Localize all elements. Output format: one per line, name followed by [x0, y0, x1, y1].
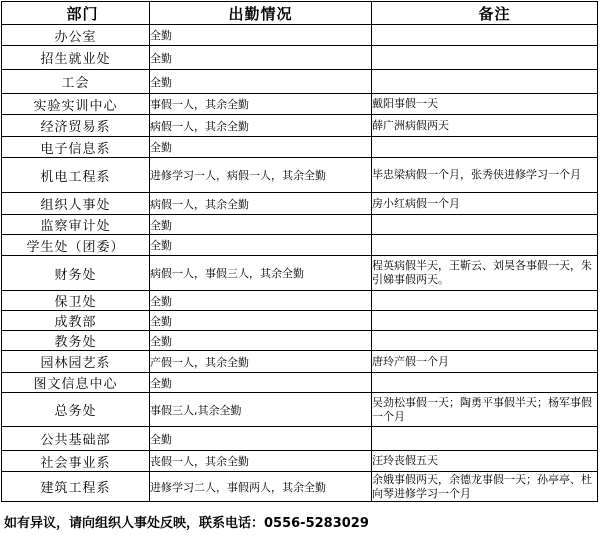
table-row [2, 193, 598, 215]
note-cell: 毕忠梁病假一个月，张秀侠进修学习一个月 [372, 158, 598, 193]
header-row [2, 2, 598, 25]
status-cell: 事假三人,其余全勤 [150, 393, 372, 427]
note-cell [372, 331, 598, 351]
table-row [2, 373, 598, 393]
note-cell: 吴劲松事假一天；陶勇平事假半天；杨军事假一个月 [372, 393, 598, 427]
table-row [2, 137, 598, 158]
status-cell: 全勤 [150, 25, 372, 46]
dept-cell: 公共基础部 [2, 427, 150, 451]
status-cell: 全勤 [150, 311, 372, 331]
status-cell: 丧假一人，其余全勤 [150, 451, 372, 472]
footer-contact-note: 如有异议，请向组织人事处反映，联系电话：0556-5283029 [4, 516, 369, 531]
note-cell [372, 25, 598, 46]
dept-cell: 财务处 [2, 256, 150, 291]
dept-cell: 机电工程系 [2, 158, 150, 193]
table-row [2, 451, 598, 472]
dept-cell: 实验实训中心 [2, 94, 150, 115]
attendance-table [1, 1, 598, 502]
note-cell [372, 311, 598, 331]
note-cell: 汪玲丧假五天 [372, 451, 598, 472]
status-cell: 全勤 [150, 373, 372, 393]
dept-cell: 建筑工程系 [2, 472, 150, 502]
dept-cell: 办公室 [2, 25, 150, 46]
table-row [2, 215, 598, 235]
status-cell: 全勤 [150, 215, 372, 235]
table-row [2, 256, 598, 291]
dept-cell: 成教部 [2, 311, 150, 331]
status-cell: 全勤 [150, 235, 372, 256]
dept-cell: 总务处 [2, 393, 150, 427]
note-cell: 余娥事假两天，余德龙事假一天；孙亭亭、杜向琴进修学习一个月 [372, 472, 598, 502]
table-row [2, 158, 598, 193]
note-cell: 戴阳事假一天 [372, 94, 598, 115]
dept-cell: 保卫处 [2, 291, 150, 311]
status-cell: 全勤 [150, 291, 372, 311]
table-row [2, 291, 598, 311]
note-column-header: 备注 [372, 2, 598, 25]
table-row [2, 351, 598, 373]
dept-cell: 学生处（团委） [2, 235, 150, 256]
dept-cell: 教务处 [2, 331, 150, 351]
dept-cell: 监察审计处 [2, 215, 150, 235]
dept-cell: 图文信息中心 [2, 373, 150, 393]
dept-cell: 园林园艺系 [2, 351, 150, 373]
table-row [2, 94, 598, 115]
note-cell [372, 291, 598, 311]
dept-cell: 招生就业处 [2, 46, 150, 70]
table-row [2, 393, 598, 427]
dept-cell: 社会事业系 [2, 451, 150, 472]
dept-cell: 组织人事处 [2, 193, 150, 215]
status-cell: 病假一人，事假三人，其余全勤 [150, 256, 372, 291]
dept-column-header: 部门 [2, 2, 150, 25]
status-cell: 病假一人，其余全勤 [150, 115, 372, 137]
table-row [2, 70, 598, 94]
status-cell: 产假一人，其余全勤 [150, 351, 372, 373]
status-cell: 全勤 [150, 46, 372, 70]
note-cell: 唐玲产假一个月 [372, 351, 598, 373]
status-cell: 进修学习二人，事假两人，其余全勤 [150, 472, 372, 502]
dept-cell: 工会 [2, 70, 150, 94]
status-cell: 全勤 [150, 70, 372, 94]
status-cell: 进修学习一人，病假一人，其余全勤 [150, 158, 372, 193]
note-cell [372, 70, 598, 94]
status-cell: 病假一人，其余全勤 [150, 193, 372, 215]
note-cell [372, 235, 598, 256]
table-row [2, 427, 598, 451]
note-cell [372, 46, 598, 70]
note-cell: 程英病假半天，王靳云、刘昊各事假一天，朱引娣事假两天。 [372, 256, 598, 291]
note-cell [372, 215, 598, 235]
table-row [2, 115, 598, 137]
note-cell: 薛广洲病假两天 [372, 115, 598, 137]
table-row [2, 311, 598, 331]
table-row [2, 235, 598, 256]
status-cell: 事假一人，其余全勤 [150, 94, 372, 115]
status-column-header: 出勤情况 [150, 2, 372, 25]
status-cell: 全勤 [150, 427, 372, 451]
status-cell: 全勤 [150, 331, 372, 351]
dept-cell: 电子信息系 [2, 137, 150, 158]
note-cell: 房小红病假一个月 [372, 193, 598, 215]
table-row [2, 25, 598, 46]
note-cell [372, 137, 598, 158]
dept-cell: 经济贸易系 [2, 115, 150, 137]
table-row [2, 46, 598, 70]
note-cell [372, 373, 598, 393]
status-cell: 全勤 [150, 137, 372, 158]
table-row [2, 331, 598, 351]
note-cell [372, 427, 598, 451]
table-row [2, 472, 598, 502]
